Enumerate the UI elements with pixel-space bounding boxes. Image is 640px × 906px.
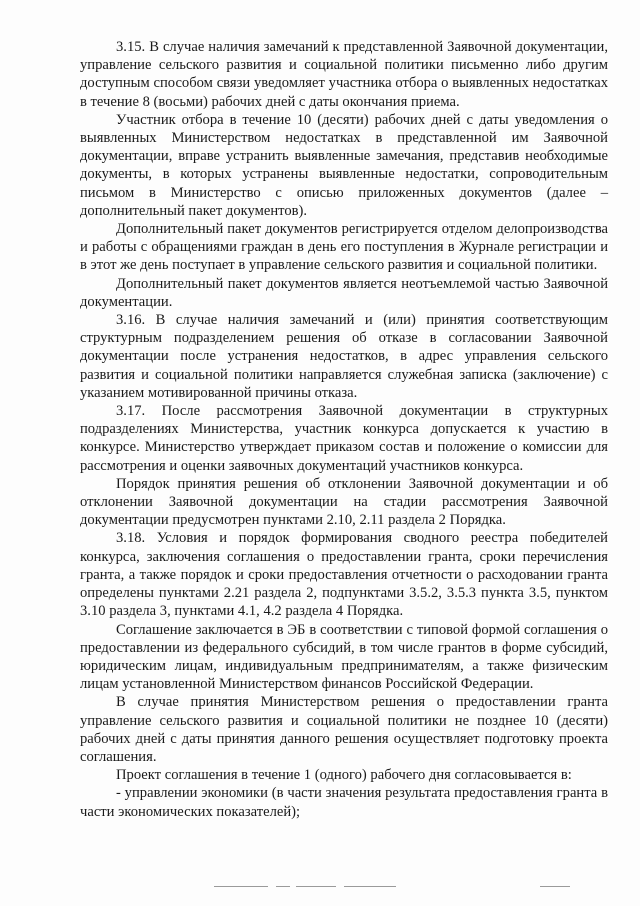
- paragraph-3-18: 3.18. Условия и порядок формирования сводного реестра победителей конкурса, заключения соглашения о предоставлении гранта, сроки перечисления гранта, а также порядок и сроки предоставления отчетности о расходовании гранта определены пунктами 2.21 раздела 2, подпунктами 3.5.2, 3.5.3 пункта 3.5, пунктом 3.10 раздела 3, пунктами 4.1, 4.2 раздела 4 Порядка.: [80, 530, 608, 620]
- paragraph-additional-package-registration: Дополнительный пакет документов регистрируется отделом делопроизводства и работы с обращениями граждан в день его поступления в Журнале регистрации и в этот же день поступает в управление сельского развития и социальной политики.: [80, 221, 608, 274]
- paragraph-agreement-eb: Соглашение заключается в ЭБ в соответствии с типовой формой соглашения о предоставлении из федерального субсидий, в том числе грантов в форме субсидий, юридическим лицам, индивидуальным предпринимателям, а также физическим лицам установленной Министерством финансов Российской Федерации.: [80, 621, 608, 693]
- footer-rule: [276, 886, 290, 887]
- footer-rule: [214, 886, 268, 887]
- list-item-economy-department: - управлении экономики (в части значения результата предоставления гранта в части экономических показателей);: [80, 785, 608, 820]
- paragraph-3-17: 3.17. После рассмотрения Заявочной документации в структурных подразделениях Министерства, участник конкурса допускается к участию в конкурсе. Министерство утверждает приказом состав и положение о комиссии для рассмотрения и оценки заявочных документаций участников конкурса.: [80, 403, 608, 474]
- document-body: [80, 38, 608, 821]
- paragraph-grant-decision: В случае принятия Министерством решения о предоставлении гранта управление сельского развития и социальной политики не позднее 10 (десяти) рабочих дней с даты принятия данного решения осуществляет подготовку проекта соглашения.: [80, 694, 608, 765]
- paragraph-draft-agreement: Проект соглашения в течение 1 (одного) рабочего дня согласовывается в:: [116, 767, 572, 784]
- paragraph-rejection-procedure: Порядок принятия решения об отклонении Заявочной документации и об отклонении Заявочной документации на стадии рассмотрения Заявочной документации предусмотрен пунктами 2.10, 2.11 раздела 2 Порядка.: [80, 475, 608, 529]
- paragraph-participant-correction: Участник отбора в течение 10 (десяти) рабочих дней с даты уведомления о выявленных Министерством недостатках в представленной им Заявочной документации, вправе устранить выявленные замечания, представив необходимые документы, в которых устранены выявленные недостатки, сопроводительным письмом в Министерство с описью приложенных документов (далее – дополнительный пакет документов).: [80, 111, 608, 219]
- footer-rule: [296, 886, 336, 887]
- footer-rule: [344, 886, 396, 887]
- paragraph-3-15: 3.15. В случае наличия замечаний к представленной Заявочной документации, управление сельского развития и социальной политики письменно либо другим доступным способом связи уведомляет участника отбора о выявленных недостатках в течение 8 (восьми) рабочих дней с даты окончания приема.: [80, 39, 608, 110]
- paragraph-3-16: 3.16. В случае наличия замечаний и (или) принятия соответствующим структурным подразделением решения об отказе в согласовании Заявочной документации после устранения недостатков, в адрес управления сельского развития и социальной политики направляется служебная записка (заключение) с указанием мотивированной причины отказа.: [80, 312, 608, 401]
- paragraph-additional-package-part: Дополнительный пакет документов является неотъемлемой частью Заявочной документации.: [80, 275, 608, 310]
- footer-rule: [540, 886, 570, 887]
